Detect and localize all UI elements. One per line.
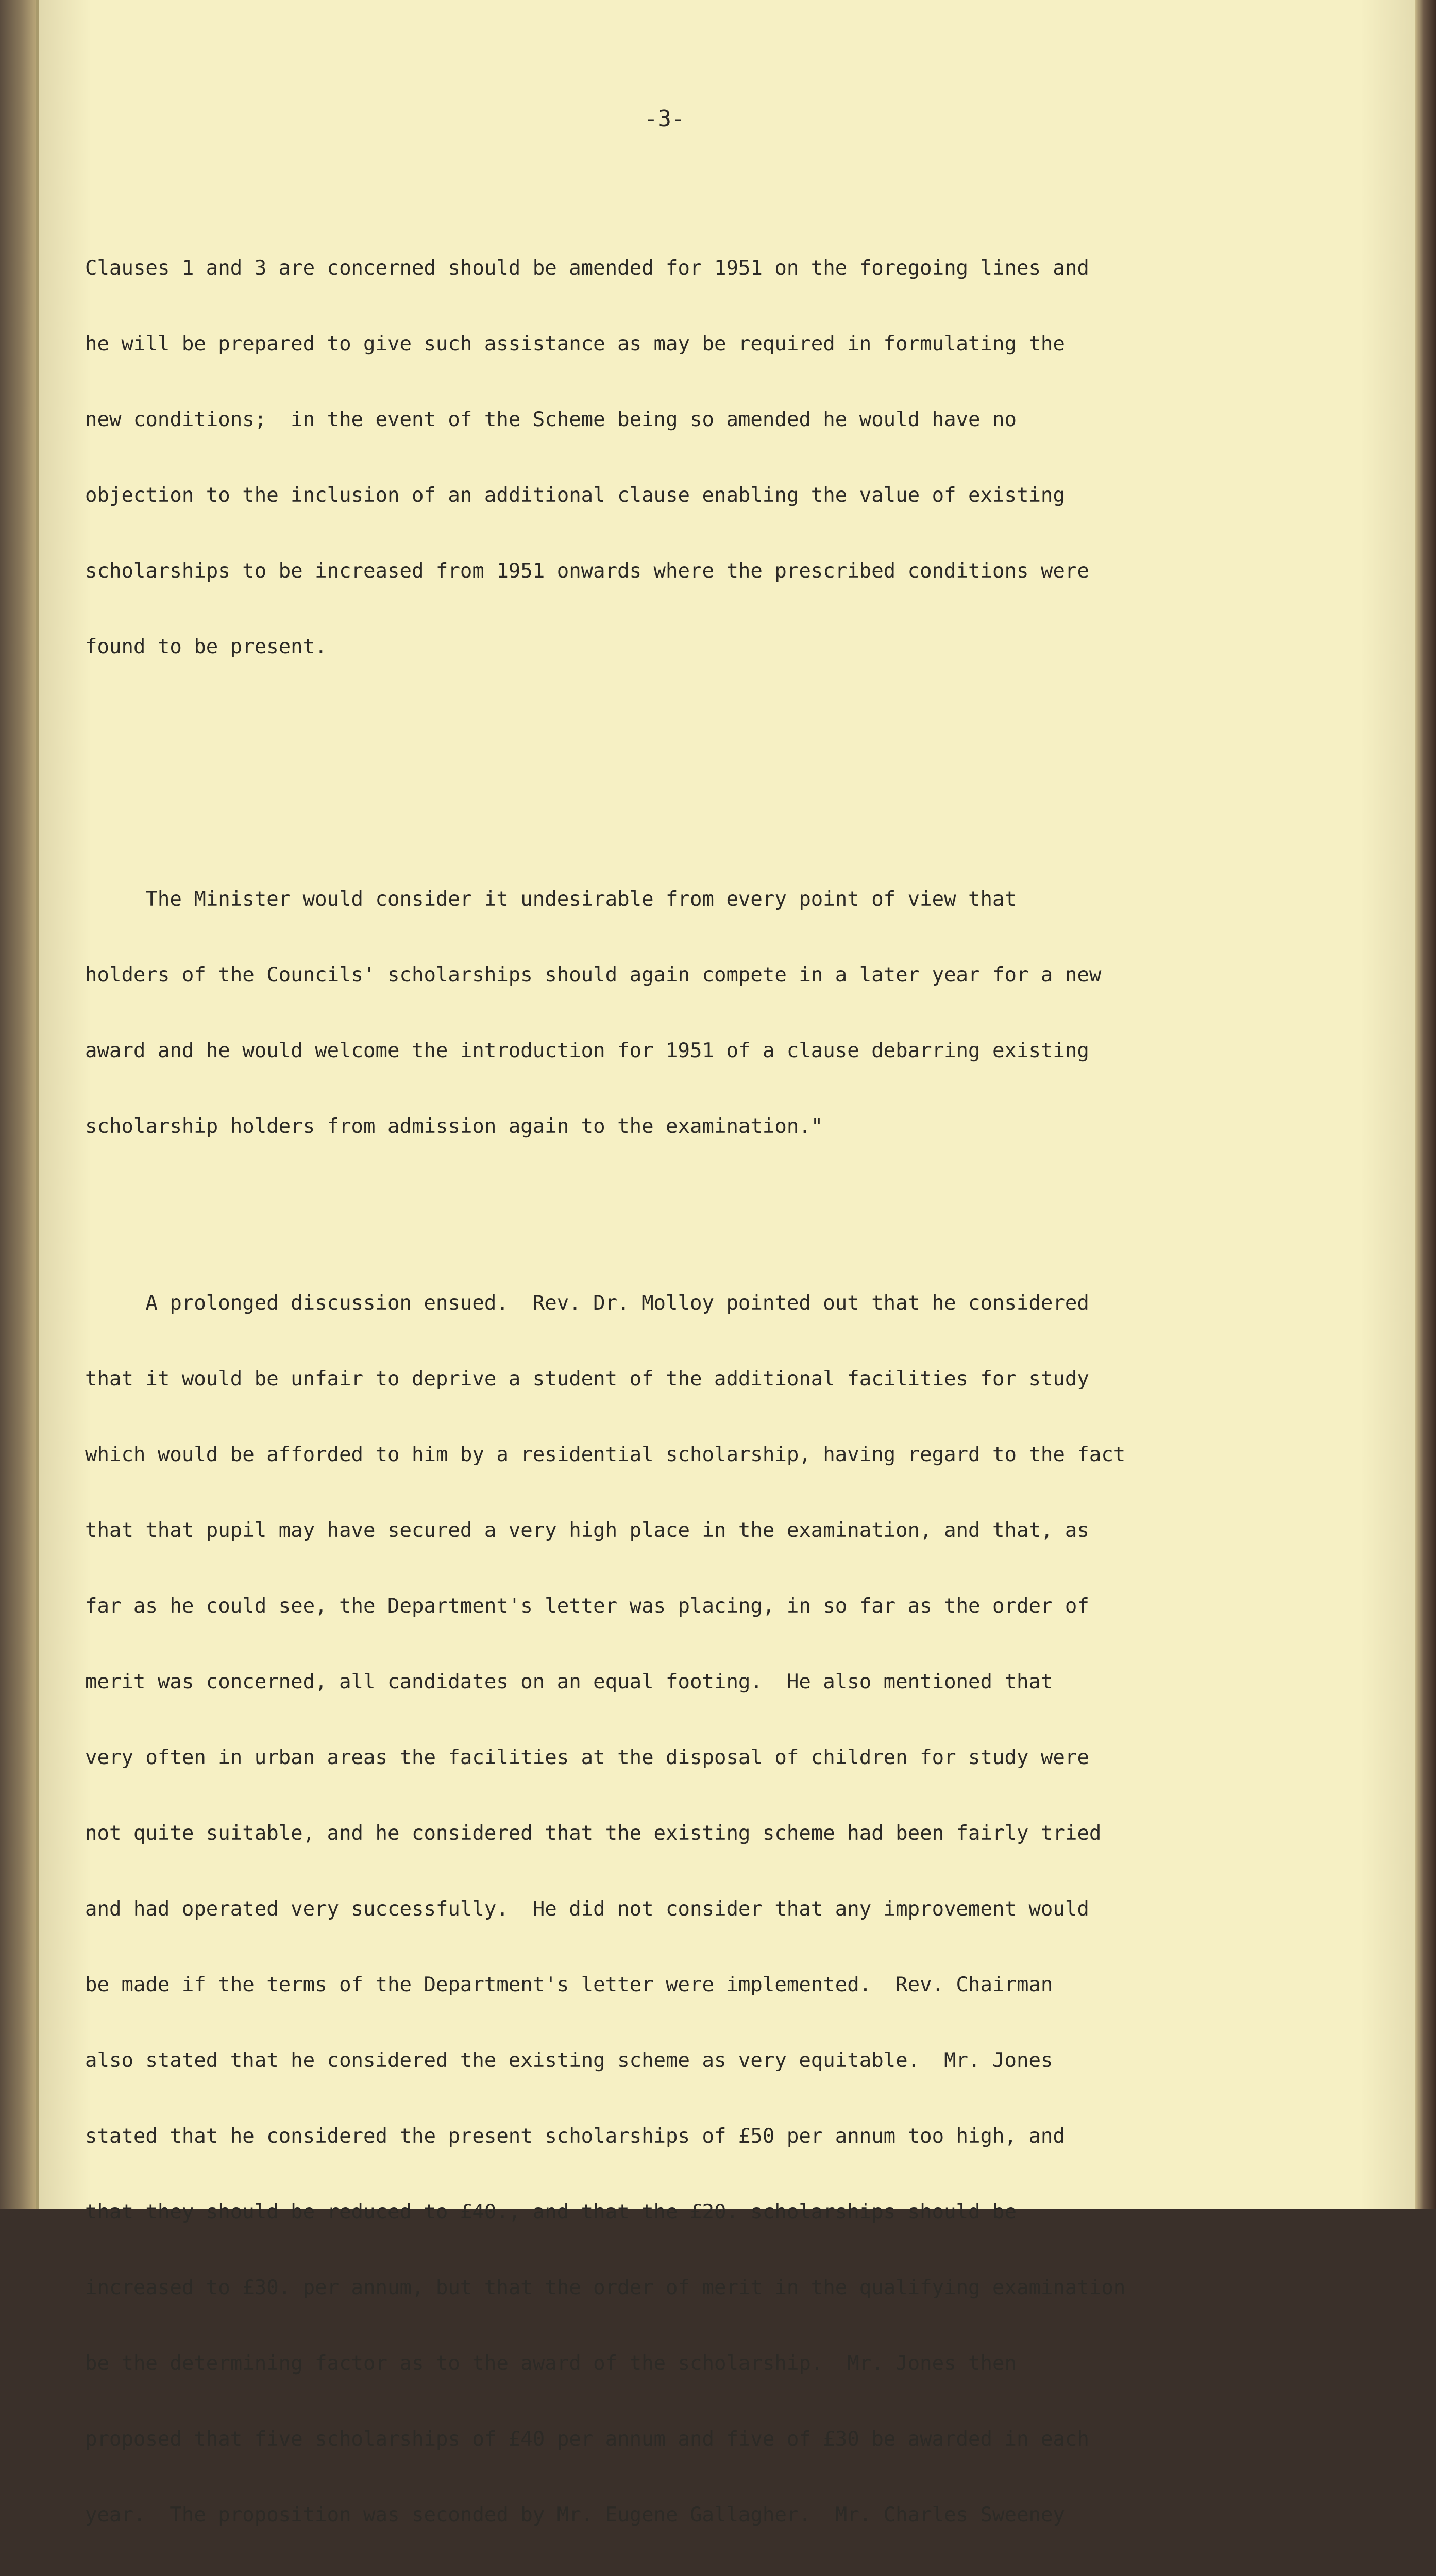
text-line: proposed that five scholarships of £40 per annum and five of £30 be awarded in each	[85, 2428, 1089, 2451]
text-line: increased to £30. per annum, but that the order of merit in the qualifying examination	[85, 2276, 1126, 2299]
text-line: very often in urban areas the facilities at the disposal of children for study were	[85, 1746, 1089, 1769]
text-line: far as he could see, the Department's letter was placing, in so far as the order of	[85, 1595, 1089, 1618]
text-line: holders of the Councils' scholarships should again compete in a later year for a new	[85, 963, 1102, 987]
text-line: objection to the inclusion of an additional clause enabling the value of existing	[85, 484, 1065, 507]
text-line: found to be present.	[85, 635, 327, 658]
text-line: he will be prepared to give such assistance as may be required in formulating the	[85, 332, 1065, 355]
text-line: that it would be unfair to deprive a student of the additional facilities for study	[85, 1367, 1089, 1391]
text-line: stated that he considered the present scholarships of £50 per annum too high, and	[85, 2125, 1065, 2148]
document-page	[36, 0, 1415, 2527]
text-line: which would be afforded to him by a residential scholarship, having regard to the fact	[85, 1443, 1126, 1466]
paragraph-gap	[85, 760, 1291, 786]
text-line: scholarship holders from admission again to the examination."	[85, 1115, 823, 1138]
text-line: also stated that he considered the existing scheme as very equitable. Mr. Jones	[85, 2049, 1053, 2072]
scan-backdrop-left	[0, 0, 36, 2209]
text-line: be made if the terms of the Department's letter were implemented. Rev. Chairman	[85, 1973, 1053, 1996]
text-line: merit was concerned, all candidates on an equal footing. He also mentioned that	[85, 1670, 1053, 1693]
text-line: year. The proposition was seconded by Mr. Eugene Gallagher. Mr. Charles Sweeney	[85, 2503, 1065, 2527]
text-line: be the determining factor as to the award of the scholarship. Mr. Jones then	[85, 2352, 1017, 2375]
text-line: award and he would welcome the introduction for 1951 of a clause debarring existing	[85, 1039, 1089, 1062]
paragraph-discussion	[85, 1240, 1291, 2576]
scan-backdrop-right	[1415, 0, 1436, 2209]
text-line: A prolonged discussion ensued. Rev. Dr. Molloy pointed out that he considered	[85, 1292, 1089, 1315]
text-line: Clauses 1 and 3 are concerned should be amended for 1951 on the foregoing lines and	[85, 257, 1089, 280]
page-gutter	[36, 0, 39, 2209]
text-line: scholarships to be increased from 1951 onwards where the prescribed conditions were	[85, 560, 1089, 583]
document-body	[85, 155, 1291, 2576]
text-line: and had operated very successfully. He did not consider that any improvement would	[85, 1897, 1089, 1921]
text-line: that that pupil may have secured a very high place in the examination, and that, as	[85, 1519, 1089, 1542]
text-line: that they should be reduced to £40., and that the £20. scholarships should be	[85, 2200, 1017, 2224]
paragraph-minister	[85, 836, 1291, 1190]
page-number: -3-	[644, 106, 685, 132]
text-line: not quite suitable, and he considered that the existing scheme had been fairly tried	[85, 1822, 1102, 1845]
paragraph-continuation	[85, 205, 1291, 710]
text-line: The Minister would consider it undesirable from every point of view that	[85, 888, 1017, 911]
text-line: new conditions; in the event of the Scheme being so amended he would have no	[85, 408, 1017, 431]
